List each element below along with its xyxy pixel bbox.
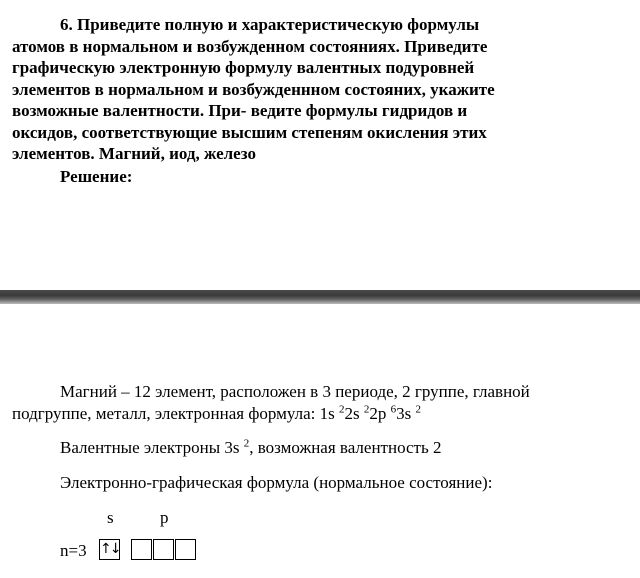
orbital-cell-p [131,539,152,560]
formula-part: 2s [344,404,364,423]
orbital-label-s: s [107,508,114,527]
valence-text: Валентные электроны 3s [60,438,244,457]
paragraph-line: Магний – 12 элемент, расположен в 3 периоде, 2 группе, главной [60,382,530,401]
orbital-cell-p [175,539,196,560]
electron-formula-line [12,403,612,425]
valence-line [60,437,441,459]
task-line: 6. Приведите полную и характеристическую формулы [60,15,480,34]
valence-after: , возможная валентность 2 [249,438,442,457]
task-line: графическую электронную формулу валентных подуровней [12,58,475,77]
magnesium-paragraph [12,381,612,425]
task-line: атомов в нормальном и возбужденном состояниях. Приведите [12,36,488,56]
formula-part: 3s [396,404,416,423]
formula-prefix: подгруппе, металл, электронная формула: 1s [12,404,339,423]
orbital-cell-s: ↑↓ [99,539,120,560]
graphic-formula-heading: Электронно-графическая формула (нормальное состояние): [60,473,493,492]
formula-sup: 2 [338,403,345,416]
page-separator [0,290,640,304]
task-line: возможные валентности. При- ведите формулы гидридов и [12,101,468,120]
formula-part: 2p [369,404,391,423]
solution-heading: Решение: [60,167,133,186]
task-line: оксидов, соответствующие высшим степеням окисления этих [12,122,487,142]
orbital-label-p: p [160,508,169,527]
task-line: элементов в нормальном и возбужденнном состояних, укажите [12,79,495,99]
task-text [12,14,572,165]
orbital-cell-p [153,539,174,560]
task-line: элементов. Магний, иод, железо [12,144,256,163]
formula-sup: 2 [415,403,421,416]
formula-sup: 6 [390,403,397,416]
valence-sup: 2 [243,437,250,450]
formula-sup: 2 [363,403,370,416]
level-label: n=3 [60,541,87,560]
